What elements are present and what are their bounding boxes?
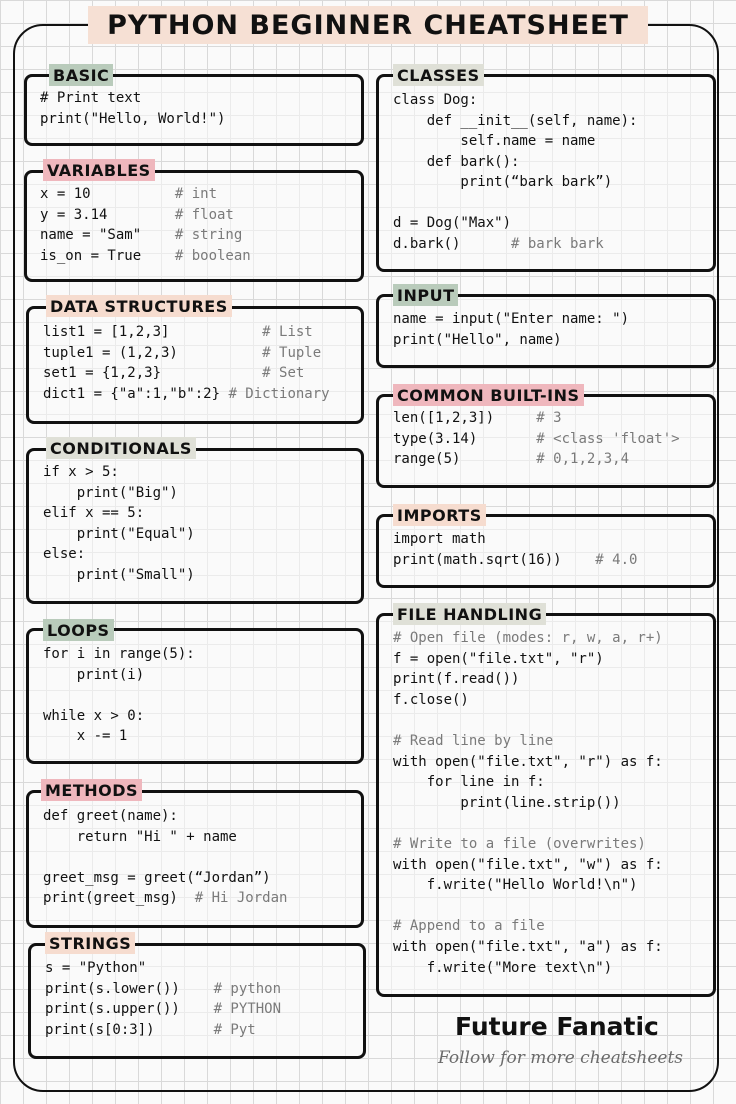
code-line <box>393 733 553 749</box>
code-line <box>43 708 144 724</box>
code-line <box>45 981 281 997</box>
code-text: with open("file.txt", "r") as f: <box>393 753 663 770</box>
code-text: if x > 5: <box>43 464 119 480</box>
code-line <box>43 728 127 744</box>
code-comment: # 0,1,2,3,4 <box>536 451 630 467</box>
code-line <box>43 567 195 583</box>
code-line <box>43 485 178 501</box>
code-line <box>393 795 621 811</box>
code-text: x = 10 <box>40 186 175 202</box>
classes-code <box>393 90 637 254</box>
code-line <box>40 90 141 106</box>
code-comment: # boolean <box>174 247 251 264</box>
code-text: print("Equal") <box>43 525 195 542</box>
code-line <box>43 667 144 683</box>
code-text: f.write("More text\n") <box>393 959 613 976</box>
code-line <box>393 451 629 467</box>
code-text: dict1 = {"a":1,"b":2} <box>43 385 229 402</box>
code-line <box>393 154 519 170</box>
code-text: while x > 0: <box>43 707 145 724</box>
code-text: print(s.upper()) <box>45 1001 214 1017</box>
code-line <box>40 227 242 243</box>
code-text: with open("file.txt", "a") as f: <box>393 938 663 955</box>
code-text: name = input("Enter name: ") <box>393 311 630 327</box>
code-line <box>393 918 545 934</box>
code-comment: # Hi Jordan <box>194 890 288 906</box>
variables-label: VARIABLES <box>43 159 155 181</box>
code-text: class Dog: <box>393 92 478 108</box>
conditionals-label: CONDITIONALS <box>46 437 196 459</box>
basic-code <box>40 88 225 129</box>
code-line <box>393 877 637 893</box>
code-line <box>393 836 646 852</box>
code-line <box>393 431 680 447</box>
loops-code <box>43 644 195 747</box>
code-text: f.write("Hello World!\n") <box>393 877 638 894</box>
input-label: INPUT <box>393 284 458 306</box>
methods-label: METHODS <box>41 779 142 801</box>
code-line <box>43 365 304 381</box>
variables-code <box>40 184 251 266</box>
page-title: PYTHON BEGINNER CHEATSHEET <box>88 6 648 44</box>
code-comment: # Dictionary <box>228 385 330 402</box>
code-comment: # 4.0 <box>595 551 638 568</box>
code-comment: # string <box>174 227 243 243</box>
code-text: def bark(): <box>393 153 520 170</box>
code-line <box>43 890 287 906</box>
code-text: print(math.sqrt(16)) <box>393 551 596 568</box>
code-text: type(3.14) <box>393 430 537 447</box>
code-text: print(line.strip()) <box>393 794 621 811</box>
code-line <box>393 630 663 646</box>
code-line <box>45 960 146 976</box>
code-text: for line in f: <box>393 774 545 791</box>
code-text: range(5) <box>393 451 537 467</box>
code-text: with open("file.txt", "w") as f: <box>393 856 663 873</box>
code-comment: # Open file (modes: r, w, a, r+) <box>393 630 663 646</box>
code-line <box>393 671 519 687</box>
code-line <box>43 646 195 662</box>
code-comment: # bark bark <box>511 235 604 252</box>
code-line <box>45 1022 256 1038</box>
data-structures-code <box>43 322 330 404</box>
basic-label: BASIC <box>49 64 113 86</box>
code-line <box>43 546 85 562</box>
code-comment: # Tuple <box>262 344 322 361</box>
code-line <box>393 215 511 231</box>
code-line <box>393 332 562 348</box>
file-handling-label: FILE HANDLING <box>393 603 546 625</box>
code-line <box>40 111 225 127</box>
code-text: d.bark() <box>393 235 512 252</box>
code-text: y = 3.14 <box>40 206 175 223</box>
code-text: self.name = name <box>393 133 596 149</box>
code-text: for i in range(5): <box>43 646 195 662</box>
code-text: print(greet_msg) <box>43 890 195 906</box>
code-comment: # Write to a file (overwrites) <box>393 835 646 852</box>
code-text: print("Small") <box>43 566 195 583</box>
code-comment: # Read line by line <box>393 732 554 749</box>
code-text: print(“bark bark”) <box>393 174 613 190</box>
code-comment: # float <box>174 206 234 223</box>
code-text: return "Hi " + name <box>43 828 237 845</box>
code-line <box>43 808 178 824</box>
methods-code <box>43 806 287 909</box>
builtins-label: COMMON BUILT-INS <box>393 384 584 406</box>
code-text: def __init__(self, name): <box>393 112 638 129</box>
code-line <box>393 410 562 426</box>
loops-label: LOOPS <box>43 619 114 641</box>
code-line <box>393 113 637 129</box>
code-text: print("Hello", name) <box>393 331 562 348</box>
code-line <box>40 207 234 223</box>
strings-code <box>45 958 281 1040</box>
code-text: def greet(name): <box>43 808 178 824</box>
code-line <box>393 311 629 327</box>
code-comment: # Append to a file <box>393 918 545 935</box>
code-text: f.close() <box>393 691 469 708</box>
classes-label: CLASSES <box>393 64 484 86</box>
code-line <box>393 774 545 790</box>
code-comment: # Set <box>262 365 305 381</box>
code-comment: # Pyt <box>213 1021 256 1038</box>
code-text: name = "Sam" <box>40 227 175 243</box>
code-text: print(s[0:3]) <box>45 1021 214 1038</box>
code-text: print("Big") <box>43 484 178 501</box>
code-line <box>43 464 119 480</box>
code-text: import math <box>393 531 486 547</box>
code-text: greet_msg = greet(“Jordan”) <box>43 869 271 886</box>
code-text: x -= 1 <box>43 728 128 744</box>
code-line <box>393 960 612 976</box>
data-structures-label: DATA STRUCTURES <box>46 295 232 317</box>
code-line <box>43 829 237 845</box>
code-line <box>43 324 313 340</box>
code-line <box>40 186 217 202</box>
strings-label: STRINGS <box>45 932 135 954</box>
code-comment: # python <box>213 980 282 997</box>
code-text: elif x == 5: <box>43 505 145 521</box>
code-line <box>393 692 469 708</box>
code-comment: # PYTHON <box>213 1001 282 1017</box>
conditionals-code <box>43 462 195 585</box>
code-text: len([1,2,3]) <box>393 410 537 426</box>
brand-tagline: Follow for more cheatsheets <box>438 1048 684 1068</box>
code-text: tuple1 = (1,2,3) <box>43 344 263 361</box>
code-text: f = open("file.txt", "r") <box>393 650 604 667</box>
code-text: print(f.read()) <box>393 671 520 688</box>
code-line <box>393 552 637 568</box>
code-line <box>43 870 271 886</box>
code-line <box>43 345 321 361</box>
code-line <box>393 754 663 770</box>
file-handling-code <box>393 628 663 978</box>
code-line <box>45 1001 281 1017</box>
code-text: print(i) <box>43 666 145 683</box>
code-line <box>393 92 477 108</box>
code-text: is_on = True <box>40 247 175 264</box>
code-line <box>393 236 604 252</box>
code-comment: # List <box>262 324 313 340</box>
imports-code <box>393 529 637 570</box>
imports-label: IMPORTS <box>393 504 486 526</box>
code-line <box>43 526 195 542</box>
code-line <box>393 857 663 873</box>
code-line <box>393 174 612 190</box>
code-line <box>393 651 604 667</box>
code-text: else: <box>43 546 86 562</box>
code-text: print(s.lower()) <box>45 980 214 997</box>
code-line <box>40 248 251 264</box>
brand-name: Future Fanatic <box>455 1012 659 1041</box>
code-line <box>43 505 144 521</box>
code-comment: # 3 <box>536 410 562 426</box>
builtins-code <box>393 408 680 470</box>
code-text: d = Dog("Max") <box>393 215 512 231</box>
code-comment: # int <box>174 186 218 202</box>
code-line <box>393 531 486 547</box>
code-text: s = "Python" <box>45 960 147 976</box>
code-text: list1 = [1,2,3] <box>43 324 263 340</box>
code-line <box>393 133 595 149</box>
code-comment: # <class 'float'> <box>536 430 680 447</box>
input-code <box>393 309 629 350</box>
code-text: # Print text <box>40 90 142 106</box>
code-line <box>393 939 663 955</box>
code-text: print("Hello, World!") <box>40 110 226 127</box>
code-line <box>43 386 330 402</box>
code-text: set1 = {1,2,3} <box>43 365 263 381</box>
